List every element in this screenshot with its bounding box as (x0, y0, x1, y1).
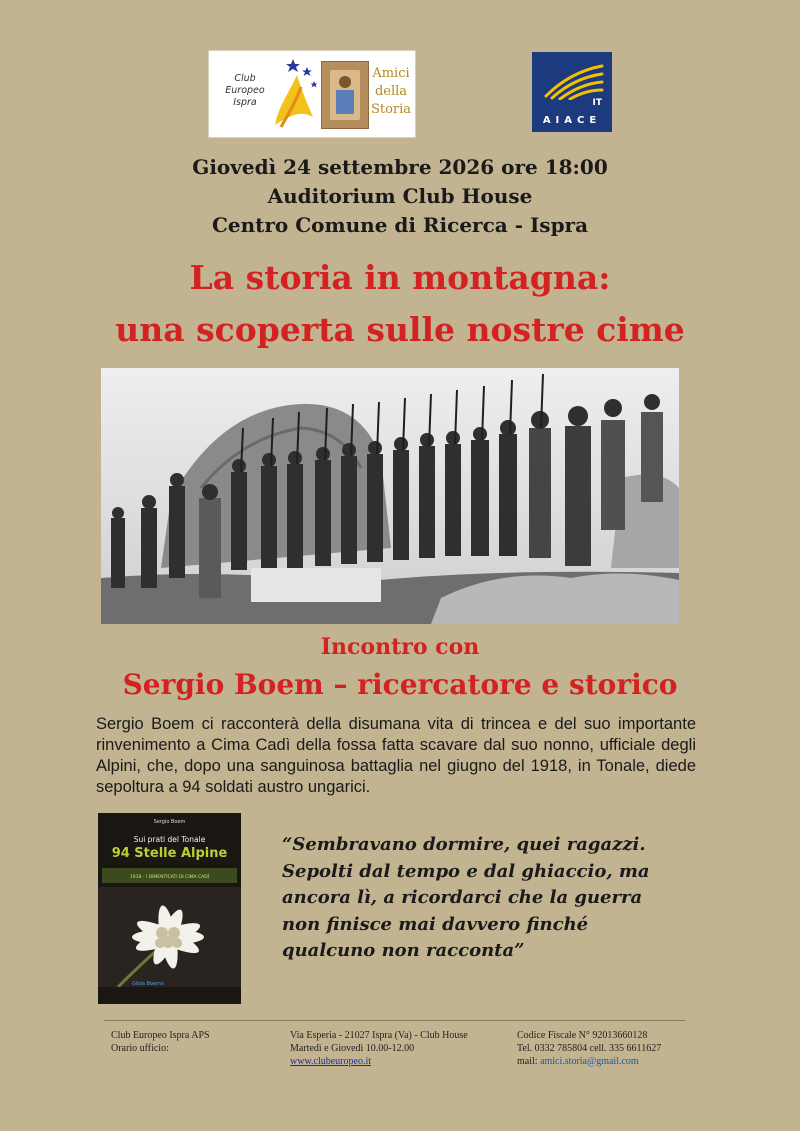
event-venue: Auditorium Club House (267, 184, 533, 208)
footer-office-label: Orario ufficio: (111, 1043, 169, 1054)
footer-mail-label: mail: (517, 1056, 538, 1067)
club-europeo-amici-storia-logo (208, 50, 416, 138)
footer-mail-link[interactable]: amici.storia@gmail.com (540, 1056, 639, 1067)
alpini-photo-illustration (101, 368, 679, 624)
footer-hours: Martedì e Giovedì 10.00-12.00 (290, 1043, 415, 1054)
speaker-name: Sergio Boem – ricercatore e storico (122, 668, 678, 701)
event-place: Centro Comune di Ricerca - Ispra (211, 213, 589, 237)
aiace-logo (532, 52, 612, 132)
headline-line-1: La storia in montagna: (189, 258, 611, 297)
footer-org: Club Europeo Ispra APS (111, 1030, 210, 1041)
alpini-soldiers-photo (101, 368, 679, 624)
footer-address: Via Esperia - 21027 Ispra (Va) - Club House (290, 1030, 468, 1041)
footer-col-1 (111, 1029, 210, 1055)
footer-fiscal-code: Codice Fiscale N° 92013660128 (517, 1030, 648, 1041)
aiace-it-label: IT (592, 98, 602, 108)
amici-line: Amici (372, 66, 410, 81)
footer-phone: Tel. 0332 785804 cell. 335 6611627 (517, 1043, 662, 1054)
book-publisher: Gilda Boemo (132, 981, 164, 987)
footer-divider (104, 1020, 686, 1021)
club-europeo-logo-text: Club Europeo Ispra (225, 73, 265, 108)
book-subtitle: Sui prati del Tonale (133, 835, 206, 844)
event-date: Giovedì 24 settembre 2026 ore 18:00 (192, 155, 608, 179)
book-band-text: 1918 - I DIMENTICATI DI CIMA CADÌ (129, 875, 210, 880)
stars-figure-icon (267, 55, 319, 135)
book-title: 94 Stelle Alpine (111, 846, 228, 861)
event-description: Sergio Boem ci racconterà della disumana vita di trincea e del suo importante rinvenimento a Cima Cadì della fossa fatta scavare dal suo nonno, ufficiale degli Alpini, che, dopo una sanguinosa battaglia nel giugno del 1918, in Tonale, diede sepoltura a 94 soldati austro ungarici. (96, 715, 696, 796)
della-line: della (374, 84, 408, 99)
book-cover (98, 813, 241, 1004)
footer-col-3 (517, 1029, 661, 1068)
book-band (102, 868, 237, 883)
footer-website-link[interactable]: www.clubeuropeo.it (290, 1056, 371, 1067)
edelweiss-icon (98, 887, 241, 987)
storia-line: Storia (370, 102, 412, 117)
amici-storia-image (321, 61, 369, 129)
incontro-label: Incontro con (320, 634, 480, 660)
amici-storia-logo-text (369, 65, 413, 119)
headline-line-2: una scoperta sulle nostre cime (115, 310, 685, 349)
footer-col-2 (290, 1029, 468, 1068)
aiace-swoosh-icon (542, 62, 604, 100)
quote-text: “Sembravano dormire, quei ragazzi. Sepolti dal tempo e dal ghiaccio, ma ancora lì, a ricordarci che la guerra non finisce mai davvero finché qualcuno non racconta” (282, 834, 650, 961)
book-author: Sergio Boem (153, 819, 186, 825)
aiace-name-label: AIACE (542, 115, 602, 126)
